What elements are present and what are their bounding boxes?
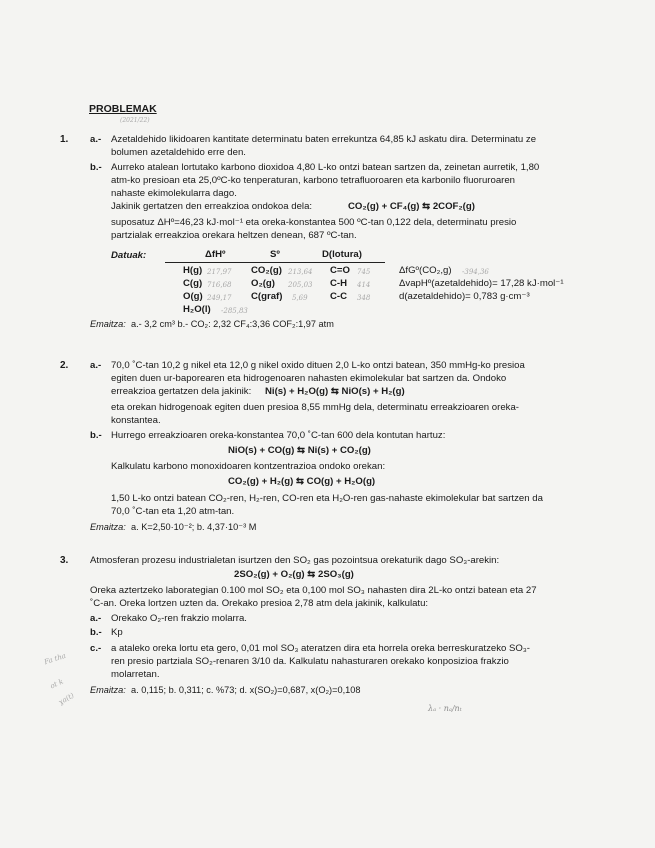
hand-c1-1: 716,68: [207, 281, 232, 289]
problem-3-number: 3.: [60, 555, 69, 566]
hand-c1-2: 249,17: [207, 294, 232, 302]
p1-b-line-5: suposatuz ΔHº=46,23 kJ·mol⁻¹ eta oreka-konstantea 500 ºC-tan 0,122 dela, determinatu presio: [111, 217, 517, 228]
hand-c2-2: 5,69: [292, 294, 308, 302]
p2-b-equation-2: CO₂(g) + H₂(g) ⇆ CO(g) + H₂O(g): [228, 476, 376, 487]
p2-b-line-1: Hurrego erreakzioaren oreka-konstantea 70,0 ˚C-tan 600 dela kontutan hartuz:: [111, 430, 446, 441]
data-c2-0: CO₂(g): [251, 265, 282, 276]
p2-b-line-4: 70,0 ˚C-tan eta 1,20 atm-tan.: [111, 506, 235, 517]
p2-a-line-1: 70,0 ˚C-tan 10,2 g nikel eta 12,0 g nikel oxido dituen 2,0 L-ko ontzi batean, 350 mmHg-ko presioa: [111, 360, 525, 371]
data-c1-1: C(g): [183, 278, 203, 289]
p2-a-line-4: eta orekan hidrogenoak egiten duen presioa 8,55 mmHg dela, determinatu erreakzioaren oreka-: [111, 402, 519, 413]
p3-b-label: b.-: [90, 627, 102, 638]
p3-equation: 2SO₂(g) + O₂(g) ⇆ 2SO₃(g): [234, 569, 354, 580]
data-c1-2: O(g): [183, 291, 203, 302]
p2-answer-label: Emaitza:: [90, 522, 126, 532]
p2-a-label: a.-: [90, 360, 102, 371]
data-c1-3: H₂O(l): [183, 304, 211, 315]
p2-answer: a. K=2,50·10⁻²; b. 4,37·10⁻³ M: [131, 522, 257, 532]
p3-answer-label: Emaitza:: [90, 685, 126, 695]
p1-b-line-1: Aurreko atalean lortutako karbono dioxidoa 4,80 L-ko ontzi batean sartzen da, zeinetan aurretik, 1,80: [111, 162, 540, 173]
data-label: Datuak:: [111, 250, 147, 261]
p1-a-line-1: Azetaldehido likidoaren kantitate determinatu baten errekuntza 64,85 kJ askatu dira. Determinatu ze: [111, 134, 537, 145]
hand-c1-3: -285,83: [221, 307, 248, 315]
p3-line-1: Atmosferan prozesu industrialetan isurtzen den SO₂ gas pozointsua orekaturik dago SO₃-arekin:: [90, 555, 500, 566]
data-c4-1: ΔvapHº(azetaldehido)= 17,28 kJ·mol⁻¹: [399, 278, 564, 289]
p3-line-2: Oreka aztertzeko laborategian 0.100 mol SO₂ eta 0,100 mol SO₃ nahasten dira 2L-ko ontzi batean eta 27: [90, 585, 537, 596]
data-c4-2: d(azetaldehido)= 0,783 g·cm⁻³: [399, 291, 530, 302]
p1-b-line-3: nahaste ekimolekularra dago.: [111, 188, 237, 199]
data-c2-1: O₂(g): [251, 278, 275, 289]
hand-c2-1: 205,03: [288, 281, 313, 289]
hand-c4-0: -394,36: [462, 268, 489, 276]
header-entropy: Sº: [270, 249, 280, 260]
hand-c3-1: 414: [357, 281, 371, 289]
p3-c-line-3: molarretan.: [111, 669, 160, 680]
data-c3-2: C-C: [330, 291, 348, 302]
page-title: PROBLEMAK: [89, 103, 157, 115]
corner-note: λₐ · nₐ/nₜ: [428, 704, 462, 713]
p3-c-line-2: ren presio partziala SO₂-renaren 3/10 da. Kalkulatu nahasturaren orekako konposizioa frakzio: [111, 656, 509, 667]
p1-a-line-2: bolumen azetaldehido erre den.: [111, 147, 246, 158]
p2-b-line-2: Kalkulatu karbono monoxidoaren kontzentrazioa ondoko orekan:: [111, 461, 386, 472]
p2-a-equation: Ni(s) + H₂O(g) ⇆ NiO(s) + H₂(g): [265, 386, 405, 397]
p2-b-line-3: 1,50 L-ko ontzi batean CO₂-ren, H₂-ren, CO-ren eta H₂O-ren gas-nahaste ekimolekular bat sartzen da: [111, 493, 543, 504]
p3-a-label: a.-: [90, 613, 102, 624]
p2-a-line-2: egiten duen ur-baporearen eta hidrogenoaren nahasten ekimolekular bat sartzen da. Ondoko: [111, 373, 507, 384]
problem-1-number: 1.: [60, 134, 69, 145]
p2-a-line-3: erreakzioa gertatzen dela jakinik:: [111, 386, 252, 397]
margin-note-3: ɣa(t): [57, 691, 76, 707]
p3-answer: a. 0,115; b. 0,311; c. %73; d. x(SO₂)=0,687, x(O₂)=0,108: [131, 685, 361, 695]
p3-a-text: Orekako O₂-ren frakzio molarra.: [111, 613, 247, 624]
p2-b-label: b.-: [90, 430, 102, 441]
hand-c2-0: 213,64: [288, 268, 313, 276]
header-bond-energy: D(lotura): [322, 249, 362, 260]
p3-c-line-1: a ataleko oreka lortu eta gero, 0,01 mol SO₃ ateratzen dira eta horrela oreka berreskuratzeko SO₃-: [111, 643, 530, 654]
margin-note-1: Fa tha: [43, 651, 67, 667]
data-c4-0: ΔfGº(CO₂,g): [399, 265, 452, 276]
data-c1-0: H(g): [183, 265, 203, 276]
data-c3-1: C-H: [330, 278, 348, 289]
data-c3-0: C=O: [330, 265, 350, 276]
problem-2-number: 2.: [60, 360, 69, 371]
p1-b-line-4: Jakinik gertatzen den erreakzioa ondokoa dela:: [111, 201, 313, 212]
data-c2-2: C(graf): [251, 291, 283, 302]
data-table-rule: [165, 262, 385, 263]
hand-c1-0: 217,97: [207, 268, 232, 276]
title-annotation: (2021/22): [120, 117, 150, 124]
p1-b-line-6: partzialak erreakzioa orekara heltzen denean, 687 ºC-tan.: [111, 230, 357, 241]
p1-answer: a.- 3,2 cm³ b.- CO₂: 2,32 CF₄:3,36 COF₂:1,97 atm: [131, 319, 334, 329]
margin-note-2: ot k: [48, 677, 65, 691]
hand-c3-0: 745: [357, 268, 371, 276]
header-formation-enthalpy: ΔfHº: [205, 249, 226, 260]
p1-a-label: a.-: [90, 134, 102, 145]
p1-b-label: b.-: [90, 162, 102, 173]
p3-line-3: ˚C-an. Oreka lortzen uzten da. Orekako presioa 2,78 atm dela jakinik, kalkulatu:: [90, 598, 429, 609]
hand-c3-2: 348: [357, 294, 371, 302]
p2-a-line-5: konstantea.: [111, 415, 161, 426]
p1-b-line-2: atm-ko presioan eta 25,0ºC-ko tenperaturan, karbono tetrafluoroaren eta karbonilo fluoruroaren: [111, 175, 516, 186]
p3-c-label: c.-: [90, 643, 102, 654]
p1-reaction-equation: CO₂(g) + CF₄(g) ⇆ 2COF₂(g): [348, 201, 475, 212]
p2-b-equation-1: NiO(s) + CO(g) ⇆ Ni(s) + CO₂(g): [228, 445, 371, 456]
p1-answer-label: Emaitza:: [90, 319, 126, 329]
p3-b-text: Kp: [111, 627, 123, 638]
